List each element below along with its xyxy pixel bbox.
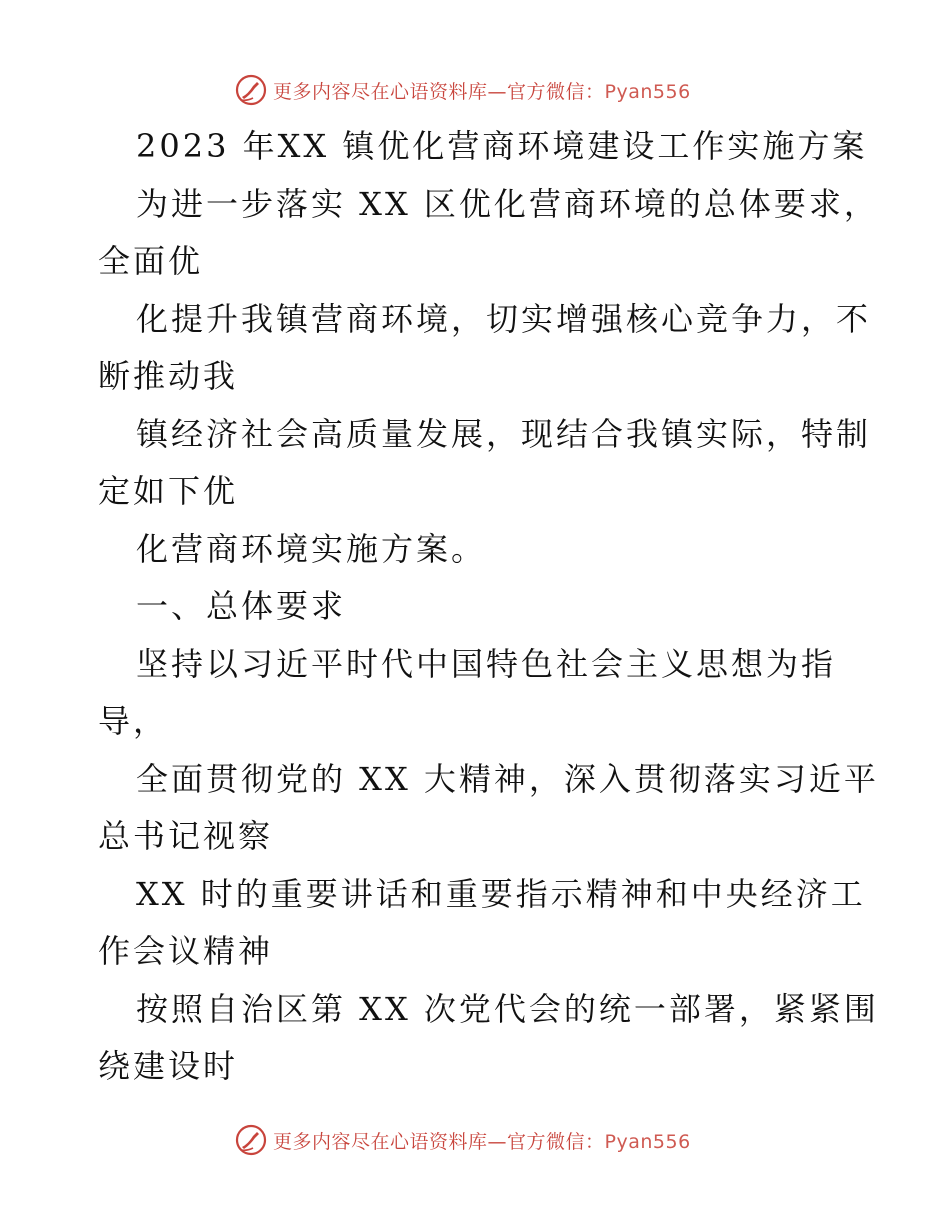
document-line: 化营商环境实施方案。 xyxy=(136,529,487,568)
document-line: 绕建设时 xyxy=(98,1047,239,1085)
watermark-text: 更多内容尽在心语资料库—官方微信： xyxy=(273,80,605,103)
watermark-wechat-id: Pyan556 xyxy=(604,80,691,103)
pen-logo-icon xyxy=(235,74,267,106)
footer-watermark xyxy=(235,1123,691,1157)
pen-logo-icon xyxy=(235,1124,267,1156)
document-line: 为进一步落实 XX 区优化营商环境的总体要求， xyxy=(136,184,879,223)
document-line: 一、总体要求 xyxy=(136,587,347,625)
document-line: 按照自治区第 XX 次党代会的统一部署，紧紧围 xyxy=(136,989,879,1028)
document-line: 化提升我镇营商环境，切实增强核心竞争力，不 xyxy=(136,299,872,338)
document-body xyxy=(98,118,879,1096)
document-line: 坚持以习近平时代中国特色社会主义思想为指 xyxy=(136,644,837,683)
header-watermark xyxy=(235,73,691,107)
watermark-wechat-id: Pyan556 xyxy=(604,1130,691,1153)
document-line: 全面贯彻党的 XX 大精神，深入贯彻落实习近平 xyxy=(136,759,879,798)
document-line: 2023 年XX 镇优化营商环境建设工作实施方案 xyxy=(136,127,868,165)
document-line: XX 时的重要讲话和重要指示精神和中央经济工 xyxy=(136,874,866,913)
document-line: 导， xyxy=(98,702,169,740)
document-line: 总书记视察 xyxy=(98,817,274,855)
document-line: 全面优 xyxy=(98,242,204,280)
document-line: 断推动我 xyxy=(98,357,239,395)
document-line: 定如下优 xyxy=(98,472,239,510)
watermark-text: 更多内容尽在心语资料库—官方微信： xyxy=(273,1130,605,1153)
document-line: 镇经济社会高质量发展，现结合我镇实际，特制 xyxy=(136,414,872,453)
document-line: 作会议精神 xyxy=(98,932,274,970)
